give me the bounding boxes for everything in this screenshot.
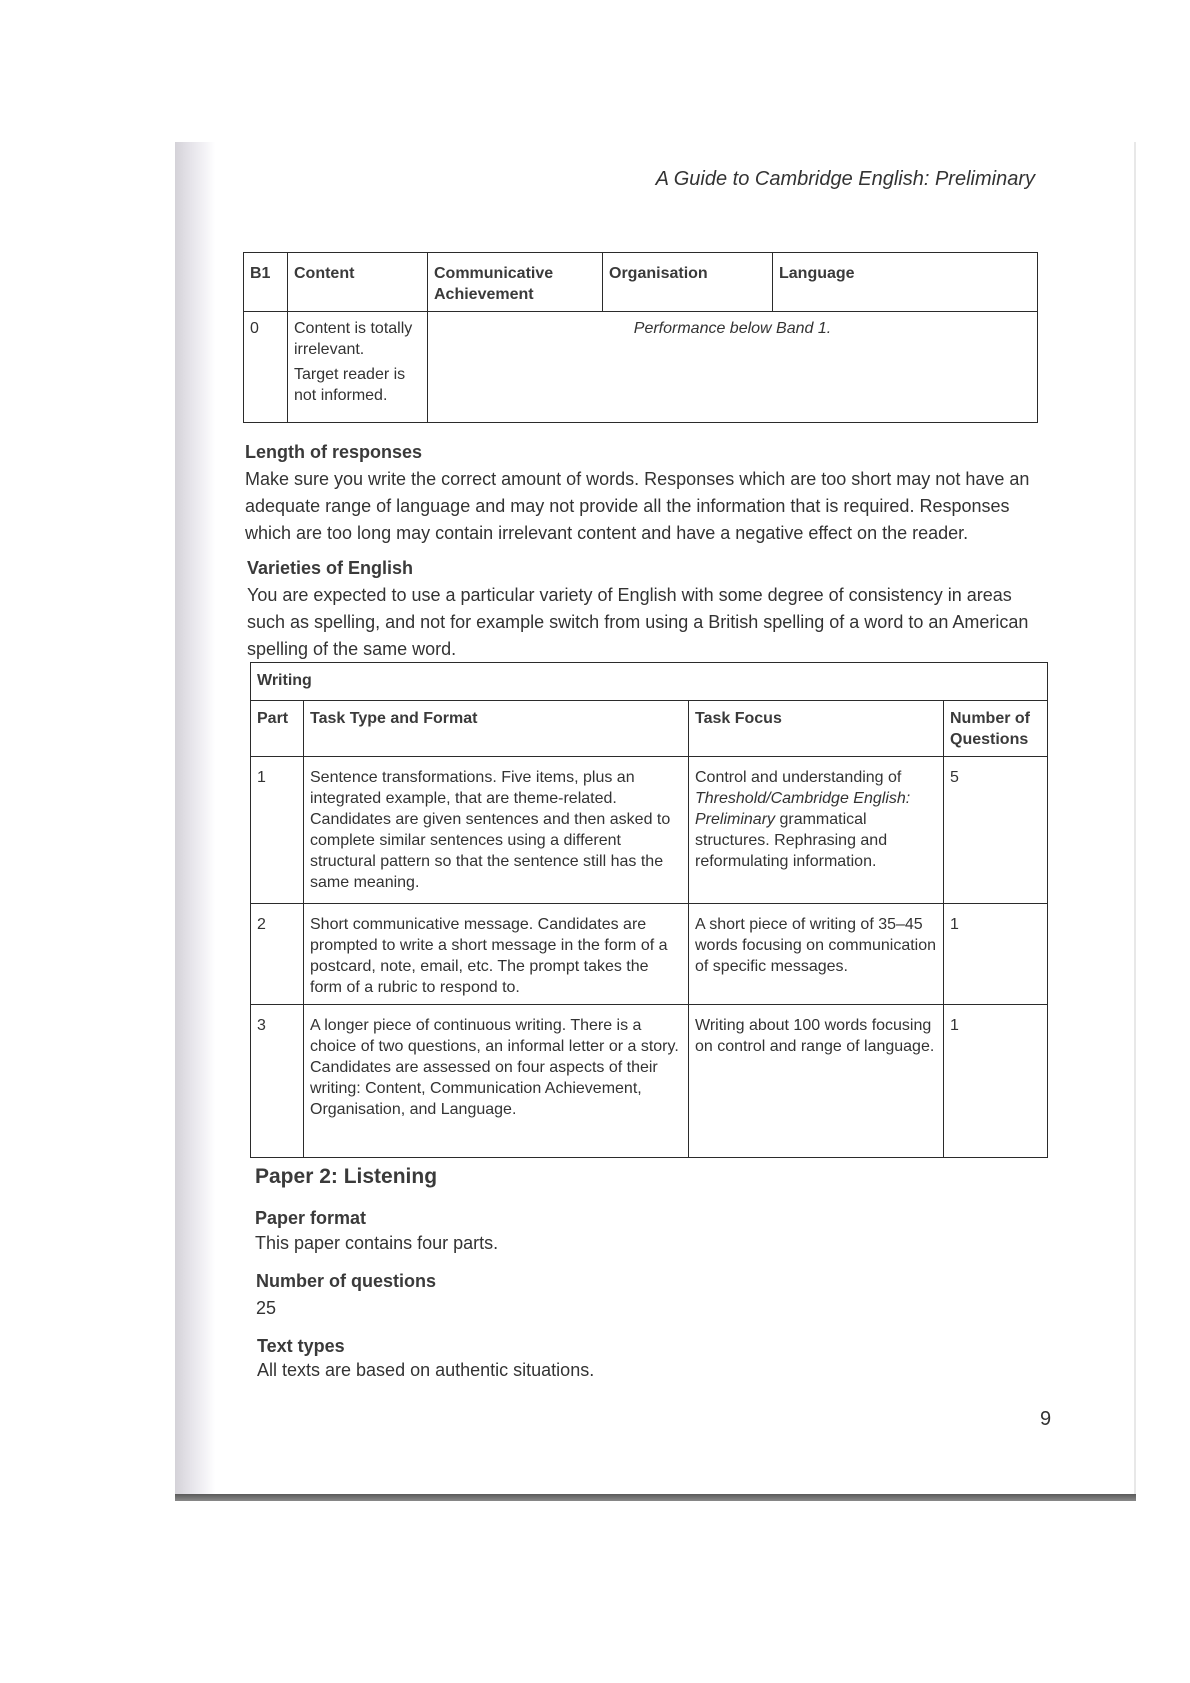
writing-title-row [251,663,1048,701]
running-head: A Guide to Cambridge English: Preliminary [655,168,1035,190]
table-row [251,757,1048,904]
task-focus: Writing about 100 words focusing on control and range of language. [689,1005,944,1158]
band-table-header-row [244,253,1038,312]
header-band: B1 [244,253,288,312]
page-binding-shadow [175,142,215,1500]
section-heading-varieties: Varieties of English [247,558,414,578]
task-type: Short communicative message. Candidates are prompted to write a short message in the form of a postcard, note, email, etc. The prompt takes the form of a rubric to respond to. [304,904,689,1005]
number-of-questions-heading: Number of questions [256,1271,437,1291]
header-communicative-achievement: Communicative Achievement [428,253,603,312]
paper2-title: Paper 2: Listening [255,1165,438,1188]
paper-format-heading: Paper format [255,1208,367,1228]
part-number: 1 [251,757,304,904]
writing-table-title: Writing [251,663,1048,701]
task-focus: A short piece of writing of 35–45 words focusing on communication of specific messages. [689,904,944,1005]
page-number: 9 [1040,1408,1052,1430]
section-text-length: Make sure you write the correct amount of words. Responses which are too short may not have an adequate range of language and may not provide all the information that is required. Responses which are too long may contain irrelevant content and have a negative effect on the reader. [245,469,1030,543]
header-content: Content [288,253,428,312]
paper-format-text: This paper contains four parts. [255,1233,499,1253]
part-number: 2 [251,904,304,1005]
header-task-focus: Task Focus [689,701,944,757]
table-row [244,312,1038,423]
task-focus-text: Control and understanding of [695,769,902,786]
task-focus-text: grammatical structures. Rephrasing and reformulating information. [695,811,888,870]
section-heading-length: Length of responses [245,442,423,462]
header-number-of-questions: Number of Questions [944,701,1048,757]
band-descriptor-table [243,252,1038,423]
table-row [251,1005,1048,1158]
writing-table [250,662,1048,1158]
task-focus-italic: Threshold/Cambridge English: Preliminary [695,790,911,828]
header-organisation: Organisation [603,253,773,312]
header-language: Language [773,253,1038,312]
task-focus [689,757,944,904]
header-task-type: Task Type and Format [304,701,689,757]
content-line: Content is totally irrelevant. [294,320,413,358]
number-of-questions-value: 25 [256,1298,277,1318]
questions-count: 5 [944,757,1048,904]
writing-header-row [251,701,1048,757]
task-type [304,1005,689,1158]
questions-count: 1 [944,1005,1048,1158]
page-right-edge [1134,142,1136,1500]
header-part: Part [251,701,304,757]
task-type-line: A longer piece of continuous writing. There is a choice of two questions, an informal letter or a story. [310,1017,679,1055]
band-value: 0 [244,312,288,423]
part-number: 3 [251,1005,304,1158]
content-line: Target reader is not informed. [294,366,406,404]
merged-performance-cell: Performance below Band 1. [428,312,1038,423]
text-types-text: All texts are based on authentic situations. [257,1360,595,1380]
task-type-line: Candidates are assessed on four aspects of their writing: Content, Communication Achievement, Organisation, and Language. [310,1059,658,1118]
table-row [251,904,1048,1005]
task-type: Sentence transformations. Five items, plus an integrated example, that are theme-related. Candidates are given sentences and then asked to complete similar sentences using a different structural pattern so that the sentence still has the same meaning. [304,757,689,904]
text-types-heading: Text types [257,1336,345,1356]
content-cell [288,312,428,423]
section-text-varieties: You are expected to use a particular variety of English with some degree of consistency in areas such as spelling, and not for example switch from using a British spelling of a word to an American spelling of the same word. [247,585,1029,659]
questions-count: 1 [944,904,1048,1005]
page-bottom-edge [175,1494,1136,1501]
